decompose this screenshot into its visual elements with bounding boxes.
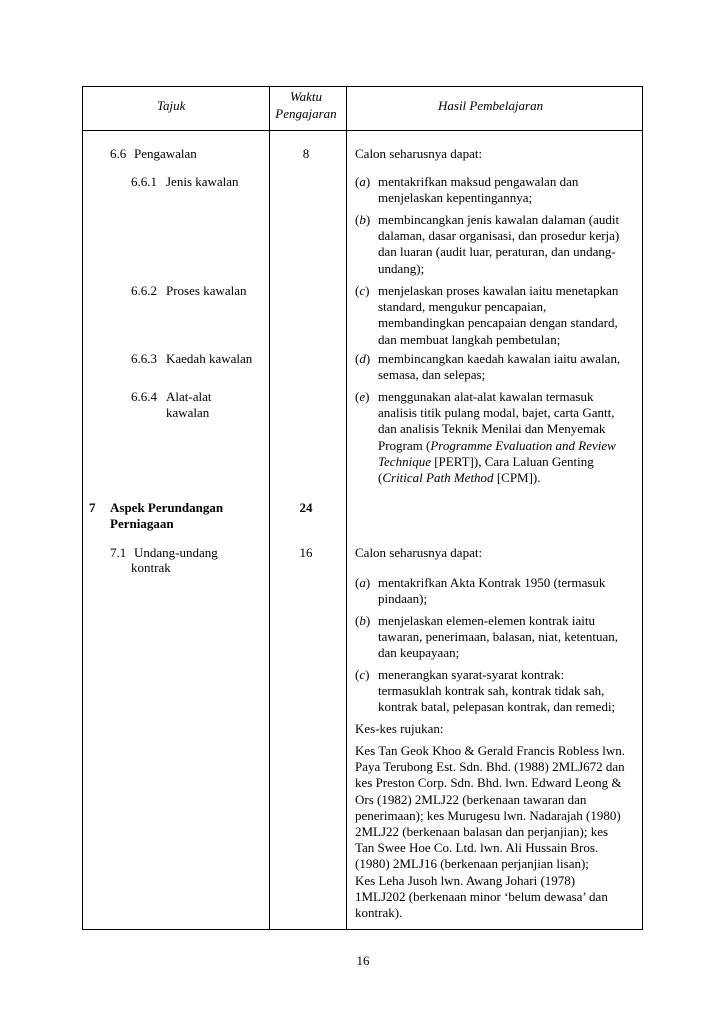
subtopic-number: 6.6.1 xyxy=(131,174,157,189)
topic-title: kontrak xyxy=(131,560,171,575)
outcome-text xyxy=(378,613,648,662)
header-pengajaran: Pengajaran xyxy=(275,106,337,121)
topic-number: 7 xyxy=(89,500,96,515)
header-tajuk: Tajuk xyxy=(157,98,186,113)
outcome-line: undang); xyxy=(378,260,425,276)
subtopic-title: Proses kawalan xyxy=(166,283,247,298)
outcome-line: menjelaskan kepentingannya; xyxy=(378,190,533,206)
header-waktu: Waktu xyxy=(289,89,323,104)
outcome-line: mentakrifkan maksud pengawalan dan xyxy=(378,174,579,189)
outcome-intro: Calon seharusnya dapat: xyxy=(355,545,483,560)
outcome-label: (b) xyxy=(355,212,371,227)
page-number: 16 xyxy=(356,953,370,968)
outcome-line: dalaman, dasar organisasi, dan prosedur kerja) xyxy=(378,228,620,244)
outcome-line: termasuklah kontrak sah, kontrak tidak sah, xyxy=(378,683,605,699)
outcome-text xyxy=(378,389,648,486)
column-divider xyxy=(346,87,347,929)
outcome-text xyxy=(378,174,648,206)
outcome-label: (d) xyxy=(355,351,371,366)
teaching-hours: 8 xyxy=(302,146,310,161)
header-hasil: Hasil Pembelajaran xyxy=(438,98,544,113)
case-line: kes Preston Corp. Sdn. Bhd. lwn. Edward Leong & xyxy=(355,775,622,791)
outcome-label: (c) xyxy=(355,667,370,682)
topic-title: Pengawalan xyxy=(134,146,197,161)
header-divider xyxy=(83,130,642,131)
subtopic-title: Jenis kawalan xyxy=(166,174,239,189)
outcome-label: (c) xyxy=(355,283,370,298)
case-line: (1980) 2MLJ16 (berkenaan perjanjian lisan); xyxy=(355,856,589,872)
outcome-line: menggunakan alat-alat kawalan termasuk xyxy=(378,389,594,404)
outcome-line: membincangkan kaedah kawalan iaitu awalan, xyxy=(378,351,621,366)
outcome-label: (b) xyxy=(355,613,371,628)
cases-heading: Kes-kes rujukan: xyxy=(355,721,444,736)
outcome-text xyxy=(378,351,648,383)
case-line: Kes Tan Geok Khoo & Gerald Francis Robless lwn. xyxy=(355,743,626,758)
outcome-line: Program (Programme Evaluation and Review xyxy=(378,437,616,453)
outcome-line: semasa, dan selepas; xyxy=(378,367,486,383)
subtopic-number: 6.6.4 xyxy=(131,389,157,404)
topic-title: Aspek Perundangan xyxy=(110,500,224,515)
case-line: Paya Terubong Est. Sdn. Bhd. (1988) 2MLJ672 dan xyxy=(355,759,625,775)
cases-text xyxy=(355,743,641,921)
outcome-line: analisis titik pulang modal, bajet, carta Gantt, xyxy=(378,405,615,421)
case-line: penerimaan); kes Murugesu lwn. Nadarajah (1980) xyxy=(355,807,621,823)
outcome-line: dan keupayaan; xyxy=(378,645,460,661)
outcome-line: menerangkan syarat-syarat kontrak: xyxy=(378,667,565,682)
subtopic-title: Alat-alat xyxy=(166,389,212,404)
teaching-hours: 16 xyxy=(299,545,313,560)
subtopic-title: kawalan xyxy=(166,405,210,420)
case-line: kontrak). xyxy=(355,905,403,921)
outcome-line: tawaran, penerimaan, balasan, niat, ketentuan, xyxy=(378,629,619,645)
case-line: 1MLJ202 (berkenaan minor ‘belum dewasa’ dan xyxy=(355,888,608,904)
topic-number: 7.1 xyxy=(110,545,127,560)
subtopic-title: Kaedah kawalan xyxy=(166,351,253,366)
topic-number: 6.6 xyxy=(110,146,127,161)
outcome-line: pindaan); xyxy=(378,591,428,607)
subtopic-number: 6.6.2 xyxy=(131,283,157,298)
subtopic-number: 6.6.3 xyxy=(131,351,157,366)
outcome-line: membincangkan jenis kawalan dalaman (audit xyxy=(378,212,620,227)
outcome-line: dan membuat langkah pembetulan; xyxy=(378,331,561,347)
outcome-line: standard, mengukur pencapaian, xyxy=(378,299,547,315)
outcome-line: (Critical Path Method [CPM]). xyxy=(378,470,541,486)
outcome-text xyxy=(378,212,648,277)
topic-title: Perniagaan xyxy=(110,516,174,531)
outcome-line: membandingkan pencapaian dengan standard, xyxy=(378,315,618,331)
outcome-label: (a) xyxy=(355,575,371,590)
outcome-line: kontrak batal, pelepasan kontrak, dan remedi; xyxy=(378,699,616,715)
outcome-text xyxy=(378,283,648,348)
topic-title: Undang-undang xyxy=(134,545,218,560)
outcome-line: menjelaskan proses kawalan iaitu menetapkan xyxy=(378,283,619,298)
case-line: 2MLJ22 (berkenaan balasan dan perjanjian); kes xyxy=(355,824,609,840)
outcome-intro: Calon seharusnya dapat: xyxy=(355,146,483,161)
case-line: Tan Swee Hoe Co. Ltd. lwn. Ali Hussain Bros. xyxy=(355,840,599,856)
outcome-line: menjelaskan elemen-elemen kontrak iaitu xyxy=(378,613,595,628)
case-line: Ors (1982) 2MLJ22 (berkenaan tawaran dan xyxy=(355,791,587,807)
outcome-label: (a) xyxy=(355,174,371,189)
outcome-text xyxy=(378,575,648,607)
outcome-line: dan luaran (audit luar, peraturan, dan undang- xyxy=(378,244,616,260)
case-line: Kes Leha Jusoh lwn. Awang Johari (1978) xyxy=(355,872,576,888)
outcome-line: mentakrifkan Akta Kontrak 1950 (termasuk xyxy=(378,575,606,590)
outcome-label: (e) xyxy=(355,389,370,404)
outcome-line: dan analisis Teknik Menilai dan Menyemak xyxy=(378,421,606,437)
outcome-text xyxy=(378,667,648,716)
outcome-line: Technique [PERT]), Cara Laluan Genting xyxy=(378,453,594,469)
teaching-hours: 24 xyxy=(299,500,313,515)
